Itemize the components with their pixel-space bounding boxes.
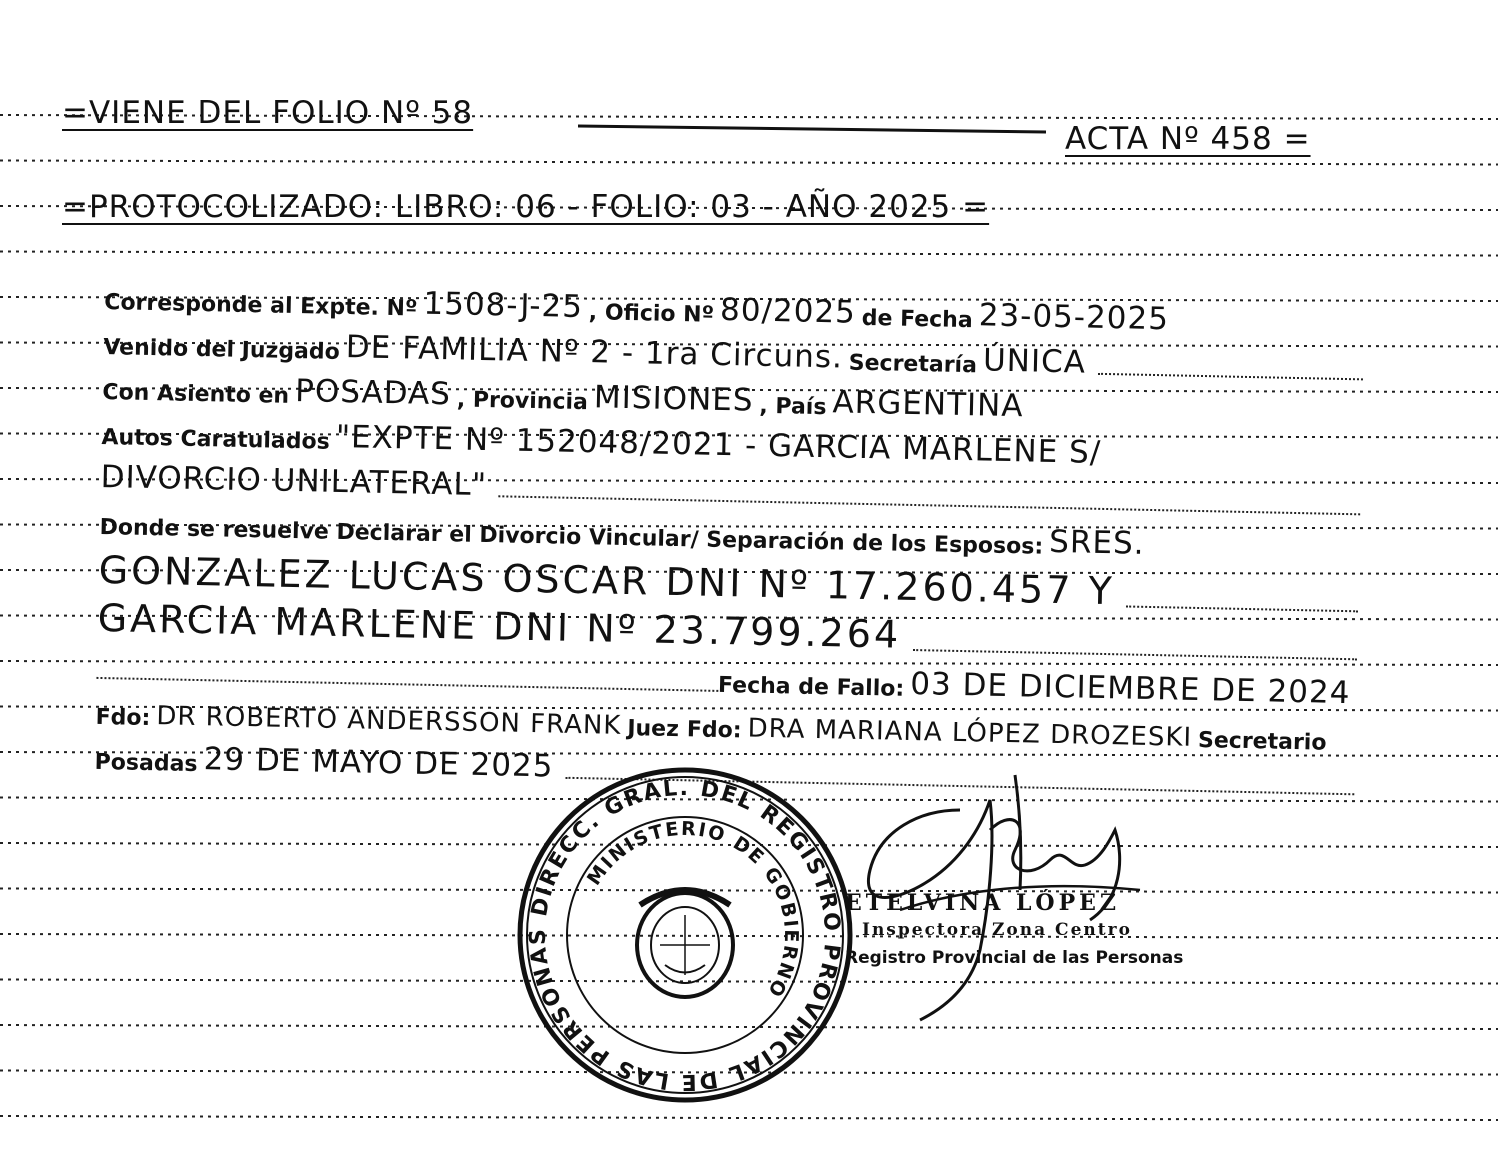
asiento-value: POSADAS: [294, 373, 452, 413]
dotted-fill: [1126, 605, 1358, 612]
acta-number: ACTA Nº 458 =: [1065, 121, 1311, 157]
dotted-fill: [1098, 373, 1363, 381]
esposo-2: GARCIA MARLENE DNI Nº 23.799.264: [97, 595, 902, 657]
ruled-line: [0, 161, 1498, 165]
juzgado-line: Venido del Juzgado DE FAMILIA Nº 2 - 1ra Circuns. Secretaría ÚNICA: [103, 315, 1364, 386]
posadas-date: 29 DE MAYO DE 2025: [203, 741, 554, 785]
fecha-value: 23-05-2025: [978, 297, 1170, 338]
oficio-value: 80/2025: [719, 291, 857, 331]
svg-text:MINISTERIO DE GOBIERNO: [583, 818, 802, 1002]
viene-del-folio: =VIENE DEL FOLIO Nº 58: [62, 95, 474, 131]
form-block: [94, 270, 1364, 801]
seal-outer-text: DIRECC. GRAL. DEL REGISTRO PROVINCIAL DE LAS PERSONAS: [525, 775, 845, 1095]
seal-inner-text: MINISTERIO DE GOBIERNO: [582, 817, 803, 1002]
protocolizado-line: =PROTOCOLIZADO: LIBRO: 06 - FOLIO: 03 - AÑO 2025 =: [62, 189, 990, 225]
juzgado-value: DE FAMILIA Nº 2 - 1ra Circuns.: [345, 329, 844, 376]
provincia-value: MISIONES: [593, 379, 754, 419]
signatory-title: Inspectora Zona Centro: [862, 920, 1132, 940]
official-seal: [515, 765, 855, 1105]
pais-value: ARGENTINA: [832, 384, 1024, 425]
autos-value-1: "EXPTE Nº 152048/2021 - GARCIA MARLENE S/: [335, 418, 1102, 471]
posadas-line: Posadas 29 DE MAYO DE 2025: [94, 730, 1355, 801]
secretaria-value: ÚNICA: [982, 342, 1087, 381]
esposos-prefix: SRES.: [1048, 523, 1145, 562]
signatory-name: ETELVINA LÓPEZ: [845, 890, 1120, 916]
asiento-line: Con Asiento en POSADAS , Provincia MISIONES , País ARGENTINA: [102, 373, 1024, 425]
ruled-line: [0, 1116, 1498, 1120]
esposo-1: GONZALEZ LUCAS OSCAR DNI Nº 17.260.457 Y: [98, 547, 1116, 614]
header-underline-1: [578, 118, 1048, 138]
resuelve-text: Donde se resuelve Declarar el Divorcio Vincular/ Separación de los Esposos:: [99, 514, 1044, 560]
autos-line: Autos Caratulados "EXPTE Nº 152048/2021 - GARCIA MARLENE S/: [101, 418, 1102, 471]
signatory-office: Registro Provincial de las Personas: [845, 948, 1184, 968]
juez-value: DR ROBERTO ANDERSSON FRANK: [156, 701, 622, 741]
fallo-line: Fecha de Fallo: 03 DE DICIEMBRE DE 2024: [96, 640, 1357, 711]
ruled-line: [0, 252, 1498, 256]
expte-value: 1508-J-25: [423, 285, 584, 326]
firmas-line: Fdo: DR ROBERTO ANDERSSON FRANK Juez Fdo: DRA MARIANA LÓPEZ DROZESKI Secretario: [95, 701, 1327, 756]
expte-line: Corresponde al Expte. Nº 1508-J-25 , Oficio Nº 80/2025 de Fecha 23-05-2025: [104, 285, 1170, 338]
fallo-value: 03 DE DICIEMBRE DE 2024: [909, 665, 1351, 712]
coat-of-arms-icon: [637, 890, 733, 997]
autos-value-2: DIVORCIO UNILATERAL": [100, 458, 488, 504]
secretario-value: DRA MARIANA LÓPEZ DROZESKI: [747, 713, 1193, 753]
